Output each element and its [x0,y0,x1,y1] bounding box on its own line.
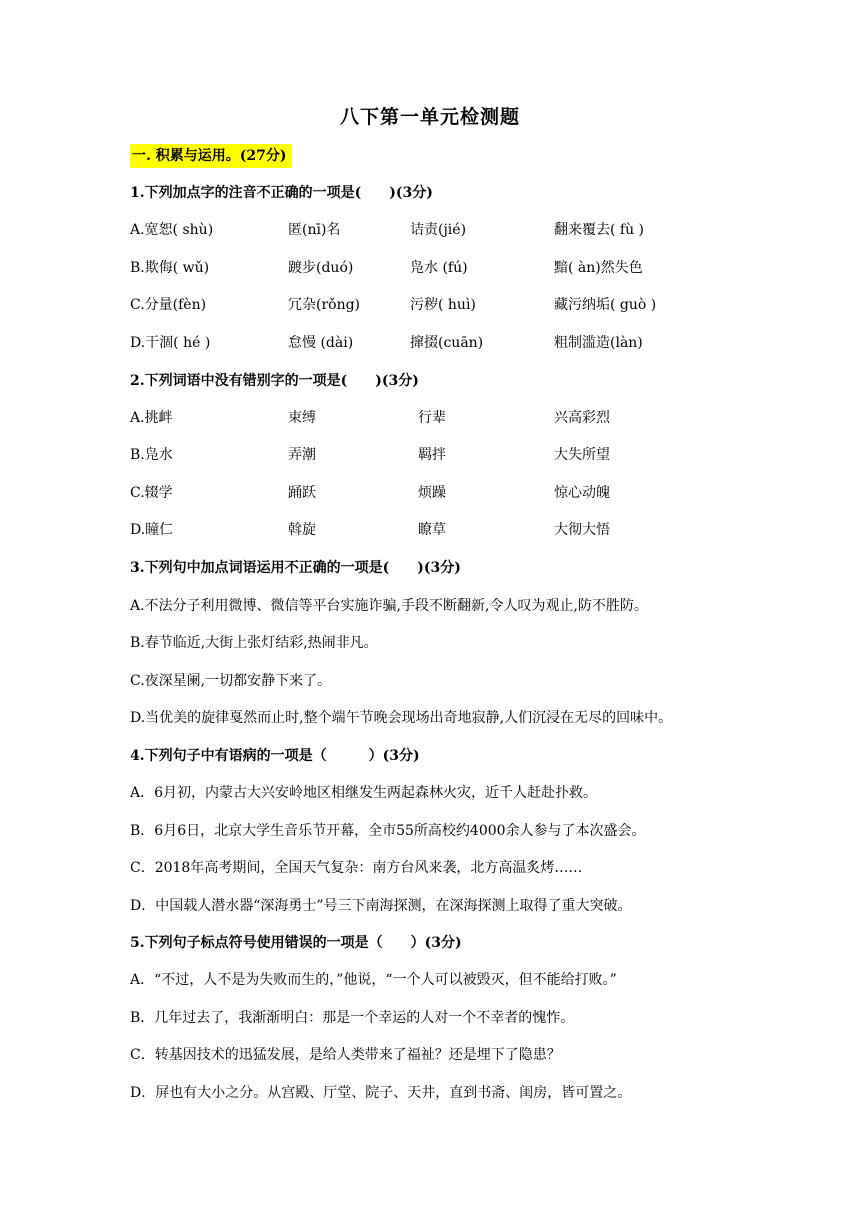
question-5-option-c: C．转基因技术的迅猛发展，是给人类带来了福祉？还是埋下了隐患？ [130,1047,561,1063]
question-1-row-a [130,220,730,240]
question-4-option-a: A．6月初，内蒙古大兴安岭地区相继发生两起森林火灾，近千人赶赴扑救。 [130,785,598,801]
question-3-option-a: A.不法分子利用微博、微信等平台实施诈骗,手段不断翻新,令人叹为观止,防不胜防。 [130,598,648,614]
question-5-option-b: B．几年过去了，我渐渐明白：那是一个幸运的人对一个不幸者的愧怍。 [130,1010,575,1026]
question-4-stem: 4.下列句子中有语病的一项是（ ）(3分) [130,748,420,764]
question-1-stem: 1.下列加点字的注音不正确的一项是( )(3分) [130,185,433,201]
question-2-stem: 2.下列词语中没有错别字的一项是( )(3分) [130,373,419,389]
question-5-stem: 5.下列句子标点符号使用错误的一项是（ ）(3分) [130,935,462,951]
question-4-option-b: B．6月6日，北京大学生音乐节开幕，全市55所高校约4000余人参与了本次盛会。 [130,823,646,839]
option-cell: 大彻大悟 [554,522,610,538]
question-1-row-b [130,258,730,278]
option-cell: 瞭草 [418,522,446,538]
option-cell: 惊心动魄 [554,485,610,501]
option-cell: B.凫水 [130,447,173,463]
option-cell: 黯( àn)然失色 [554,260,643,276]
option-cell: C.分量(fèn) [130,297,207,313]
option-cell: 行辈 [418,410,446,426]
option-cell: 斡旋 [288,522,316,538]
option-cell: D.瞳仁 [130,522,174,538]
question-5-option-a: A．“不过，人不是为失败而生的，”他说，“一个人可以被毁灭，但不能给打败。” [130,972,617,988]
option-cell: 凫水 (fú) [410,260,468,276]
question-4-option-c: C．2018年高考期间，全国天气复杂：南方台风来袭，北方高温炙烤…… [130,860,583,876]
question-2-row-a [130,408,730,428]
option-cell: 大失所望 [554,447,610,463]
question-3-option-b: B.春节临近,大街上张灯结彩,热闹非凡。 [130,635,378,651]
option-cell: 羁拌 [418,447,446,463]
question-3-option-d: D.当优美的旋律戛然而止时,整个端午节晚会现场出奇地寂静,人们沉浸在无尽的回味中。 [130,710,673,726]
option-cell: 踊跃 [288,485,316,501]
option-cell: 匿(nī)名 [288,222,341,238]
option-cell: 撺掇(cuān) [410,335,484,351]
question-1-row-d [130,333,730,353]
option-cell: 诘责(jié) [410,222,467,238]
option-cell: C.辍学 [130,485,173,501]
question-4-option-d: D．中国载人潜水器“深海勇士”号三下南海探测，在深海探测上取得了重大突破。 [130,898,632,914]
option-cell: 兴高彩烈 [554,410,610,426]
section-heading: 一. 积累与运用。(27分) [130,144,292,168]
question-2-row-d [130,520,730,540]
option-cell: 弄潮 [288,447,316,463]
option-cell: 踱步(duó) [288,260,354,276]
question-5-option-d: D．屏也有大小之分。从宫殿、厅堂、院子、天井，直到书斋、闺房，皆可置之。 [130,1085,632,1101]
option-cell: 烦躁 [418,485,446,501]
question-3-option-c: C.夜深星阑,一切都安静下来了。 [130,673,332,689]
question-1-row-c [130,295,730,315]
option-cell: 粗制滥造(làn) [554,335,643,351]
option-cell: 污秽( huì) [410,297,476,313]
option-cell: B.欺侮( wǔ) [130,260,210,276]
page-title: 八下第一单元检测题 [339,106,520,128]
option-cell: 翻来覆去( fù ) [554,222,645,238]
option-cell: 束缚 [288,410,316,426]
option-cell: D.干涸( hé ) [130,335,211,351]
question-2-row-c [130,483,730,503]
question-2-row-b [130,445,730,465]
option-cell: A.挑衅 [130,410,173,426]
question-3-stem: 3.下列句中加点词语运用不正确的一项是( )(3分) [130,560,461,576]
option-cell: 藏污纳垢( guò ) [554,297,657,313]
option-cell: 冗杂(rǒng) [288,297,361,313]
option-cell: 怠慢 (dài) [288,335,354,351]
option-cell: A.宽恕( shù) [130,222,214,238]
